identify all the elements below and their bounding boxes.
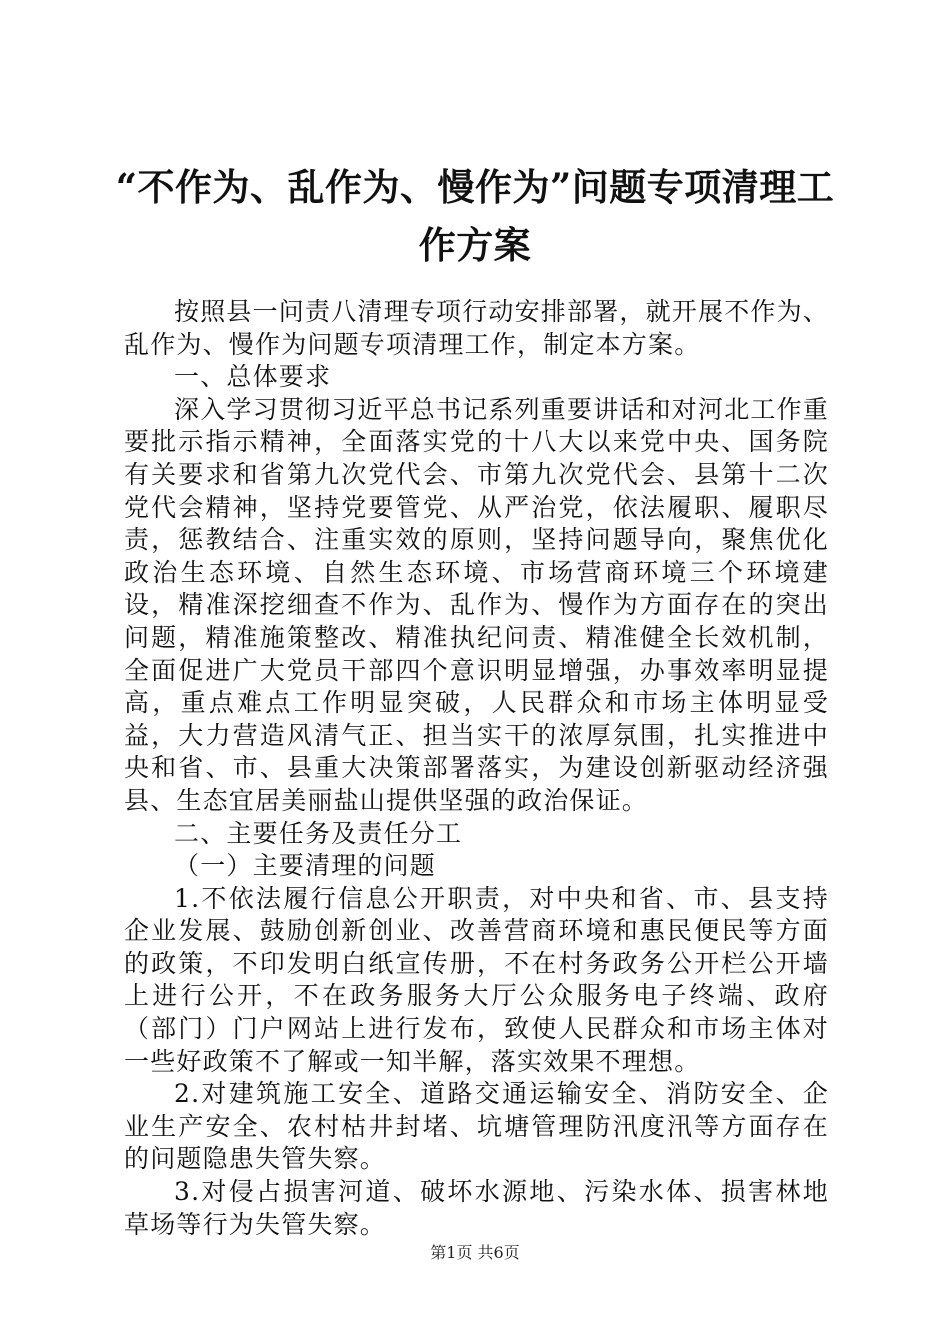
issue-item-2: 2.对建筑施工安全、道路交通运输安全、消防安全、企业生产安全、农村枯井封堵、坑塘管理防汛度汛等方面存在的问题隐患失管失察。	[124, 1079, 829, 1174]
document-body	[124, 296, 829, 1241]
issue-item-1: 1.不依法履行信息公开职责，对中央和省、市、县支持企业发展、鼓励创新创业、改善营商环境和惠民便民等方面的政策，不印发明白纸宣传册，不在村务政务公开栏公开墙上进行公开，不在政务服务大厅公众服务电子终端、政府（部门）门户网站上进行发布，致使人民群众和市场主体对一些好政策不了解或一知半解，落实效果不理想。	[124, 883, 829, 1076]
subsection-heading-issues: （一）主要清理的问题	[174, 851, 437, 881]
general-requirements-paragraph: 深入学习贯彻习近平总书记系列重要讲话和对河北工作重要批示指示精神，全面落实党的十八大以来党中央、国务院有关要求和省第九次党代会、市第九次党代会、县第十二次党代会精神，坚持党要管党、从严治党，依法履职、履职尽责，惩教结合、注重实效的原则，坚持问题导向，聚焦优化政治生态环境、自然生态环境、市场营商环境三个环境建设，精准深挖细查不作为、乱作为、慢作为方面存在的突出问题，精准施策整改、精准执纪问责、精准健全长效机制，全面促进广大党员干部四个意识明显增强，办事效率明显提高，重点难点工作明显突破，人民群众和市场主体明显受益，大力营造风清气正、担当实干的浓厚氛围，扎实推进中央和省、市、县重大决策部署落实，为建设创新驱动经济强县、生态宜居美丽盐山提供坚强的政治保证。	[124, 394, 830, 815]
page-number-footer: 第1页 共6页	[430, 1243, 520, 1262]
intro-paragraph: 按照县一问责八清理专项行动安排部署，就开展不作为、乱作为、慢作为问题专项清理工作，制定本方案。	[124, 297, 830, 359]
section-heading-main-tasks: 二、主要任务及责任分工	[174, 818, 463, 848]
document-title: “不作为、乱作为、慢作为”问题专项清理工作方案	[115, 165, 835, 267]
issue-item-3: 3.对侵占损害河道、破坏水源地、污染水体、损害林地草场等行为失管失察。	[124, 1177, 829, 1239]
section-heading-general-requirements: 一、总体要求	[174, 362, 332, 392]
